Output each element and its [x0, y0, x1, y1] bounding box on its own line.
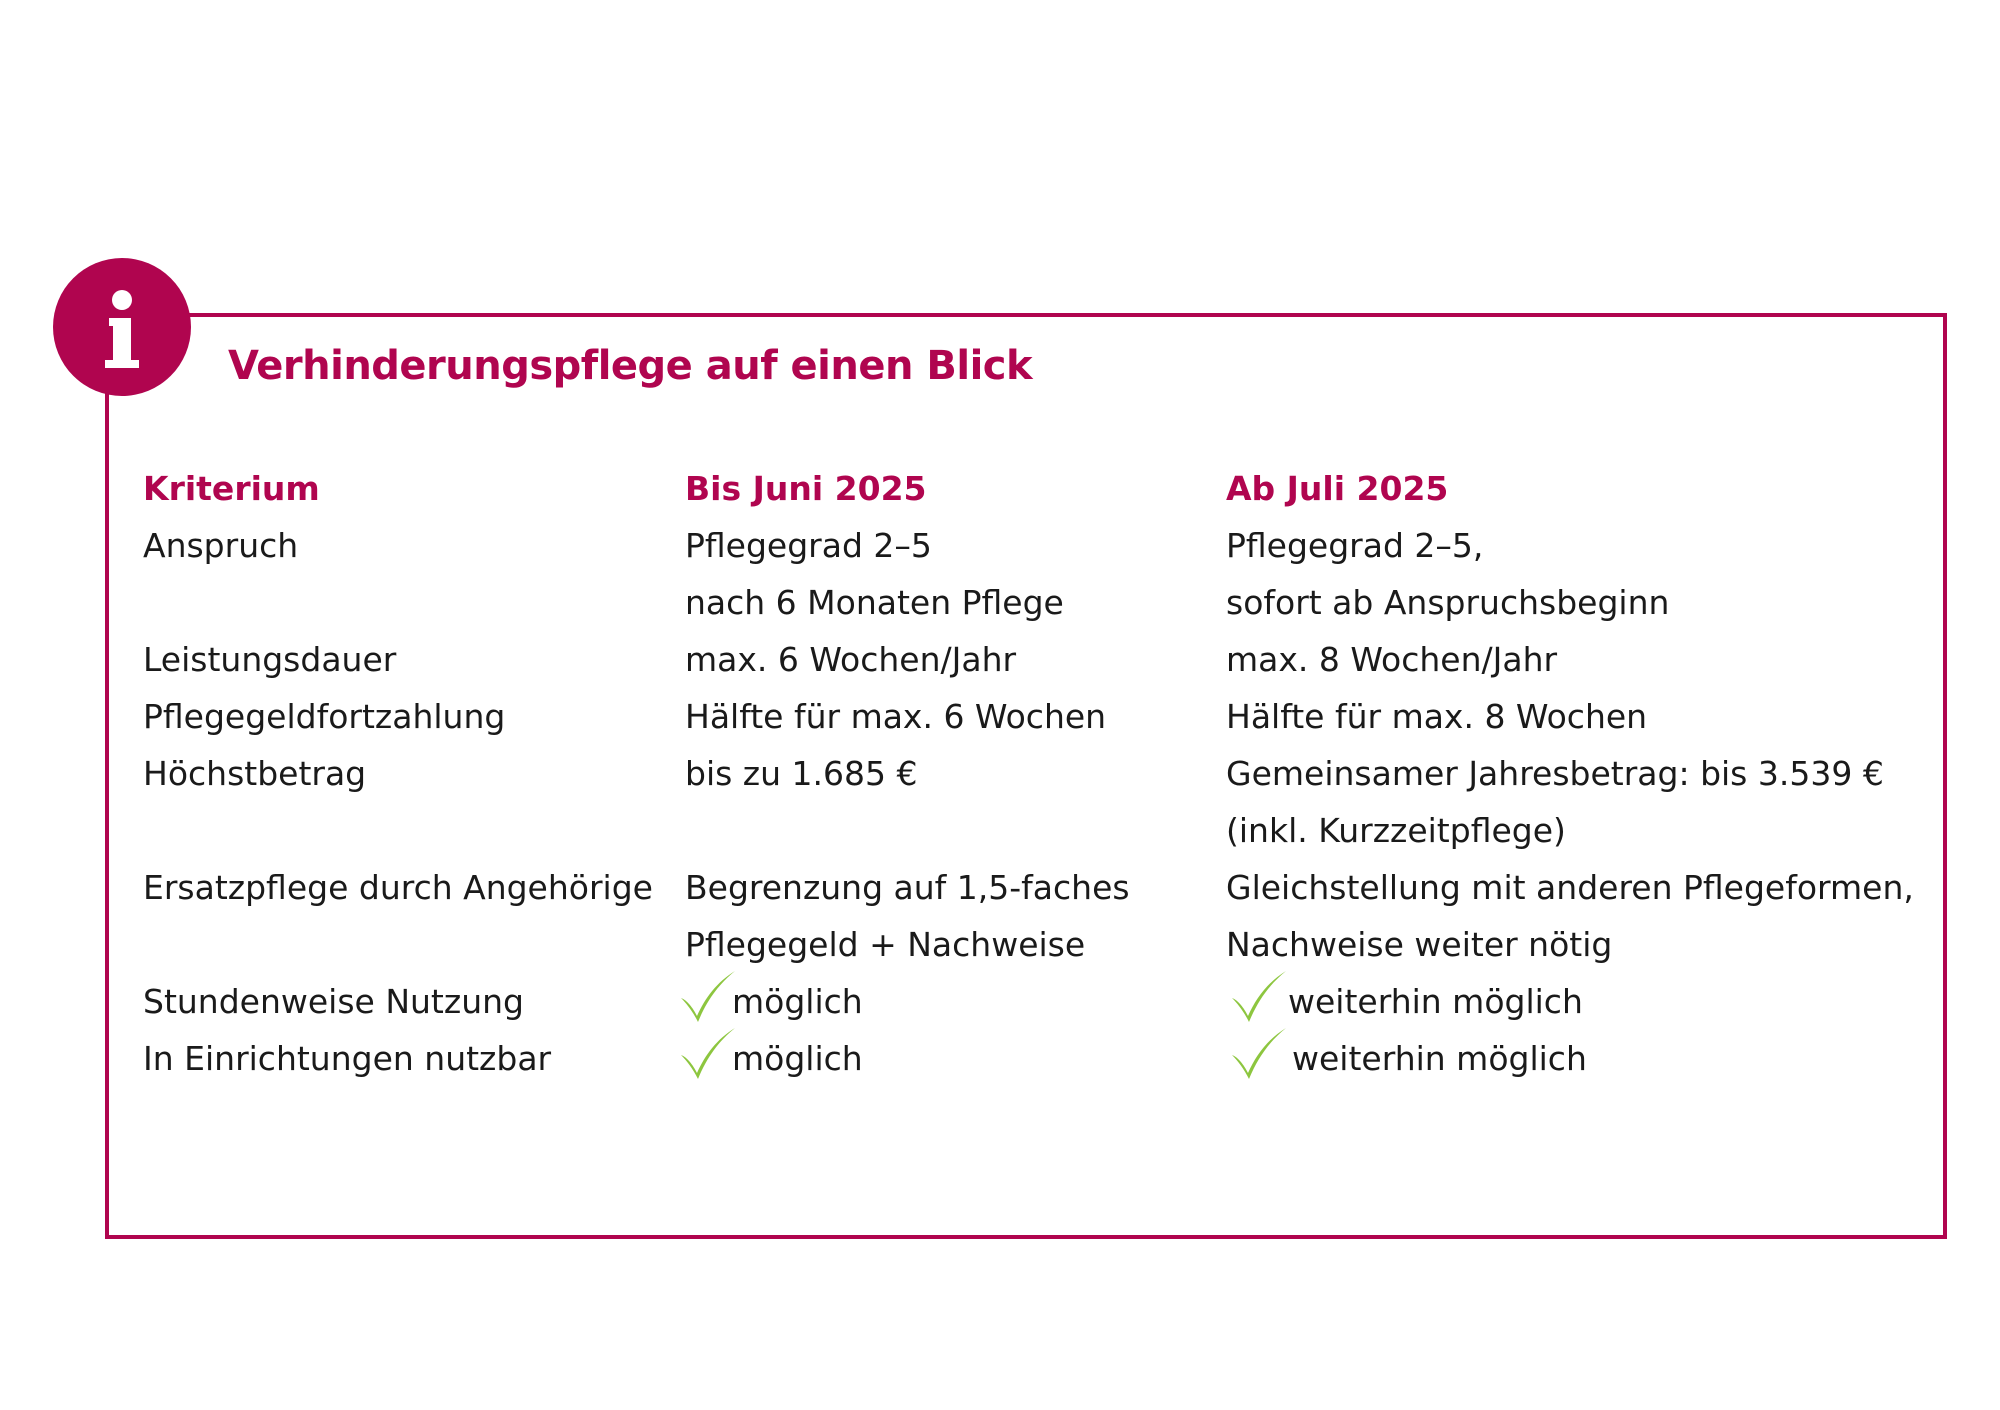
checkmark-icon	[1228, 968, 1290, 1024]
after-ersatzpflege-line2: Nachweise weiter nötig	[1226, 925, 1613, 964]
criterion-ersatzpflege: Ersatzpflege durch Angehörige	[143, 868, 653, 907]
after-leistungsdauer: max. 8 Wochen/Jahr	[1226, 640, 1558, 679]
after-stundenweise-nutzung: weiterhin möglich	[1288, 982, 1583, 1021]
after-pflegegeldfortzahlung: Hälfte für max. 8 Wochen	[1226, 697, 1648, 736]
after-anspruch-line1: Pflegegrad 2–5,	[1226, 526, 1484, 565]
header-kriterium: Kriterium	[143, 469, 320, 508]
criterion-in-einrichtungen-nutzbar: In Einrichtungen nutzbar	[143, 1039, 552, 1078]
after-hoechstbetrag-line2: (inkl. Kurzzeitpflege)	[1226, 811, 1566, 850]
criterion-anspruch: Anspruch	[143, 526, 299, 565]
before-in-einrichtungen-nutzbar: möglich	[732, 1039, 863, 1078]
after-hoechstbetrag-line1: Gemeinsamer Jahresbetrag: bis 3.539 €	[1226, 754, 1884, 793]
before-anspruch-line1: Pflegegrad 2–5	[685, 526, 932, 565]
criterion-hoechstbetrag: Höchstbetrag	[143, 754, 367, 793]
before-stundenweise-nutzung: möglich	[732, 982, 863, 1021]
box-title: Verhinderungspflege auf einen Blick	[228, 343, 1033, 389]
criterion-pflegegeldfortzahlung: Pflegegeldfortzahlung	[143, 697, 506, 736]
criterion-leistungsdauer: Leistungsdauer	[143, 640, 397, 679]
after-in-einrichtungen-nutzbar: weiterhin möglich	[1292, 1039, 1587, 1078]
before-ersatzpflege-line2: Pflegegeld + Nachweise	[685, 925, 1086, 964]
before-ersatzpflege-line1: Begrenzung auf 1,5-faches	[685, 868, 1130, 907]
before-leistungsdauer: max. 6 Wochen/Jahr	[685, 640, 1017, 679]
after-ersatzpflege-line1: Gleichstellung mit anderen Pflegeformen,	[1226, 868, 1914, 907]
after-anspruch-line2: sofort ab Anspruchsbeginn	[1226, 583, 1670, 622]
checkmark-icon	[1228, 1025, 1290, 1081]
criterion-stundenweise-nutzung: Stundenweise Nutzung	[143, 982, 524, 1021]
before-anspruch-line2: nach 6 Monaten Pflege	[685, 583, 1064, 622]
header-ab-juli-2025: Ab Juli 2025	[1226, 469, 1449, 508]
header-bis-juni-2025: Bis Juni 2025	[685, 469, 927, 508]
checkmark-icon	[677, 968, 739, 1024]
before-hoechstbetrag: bis zu 1.685 €	[685, 754, 918, 793]
checkmark-icon	[677, 1025, 739, 1081]
before-pflegegeldfortzahlung: Hälfte für max. 6 Wochen	[685, 697, 1107, 736]
info-icon	[53, 258, 191, 396]
